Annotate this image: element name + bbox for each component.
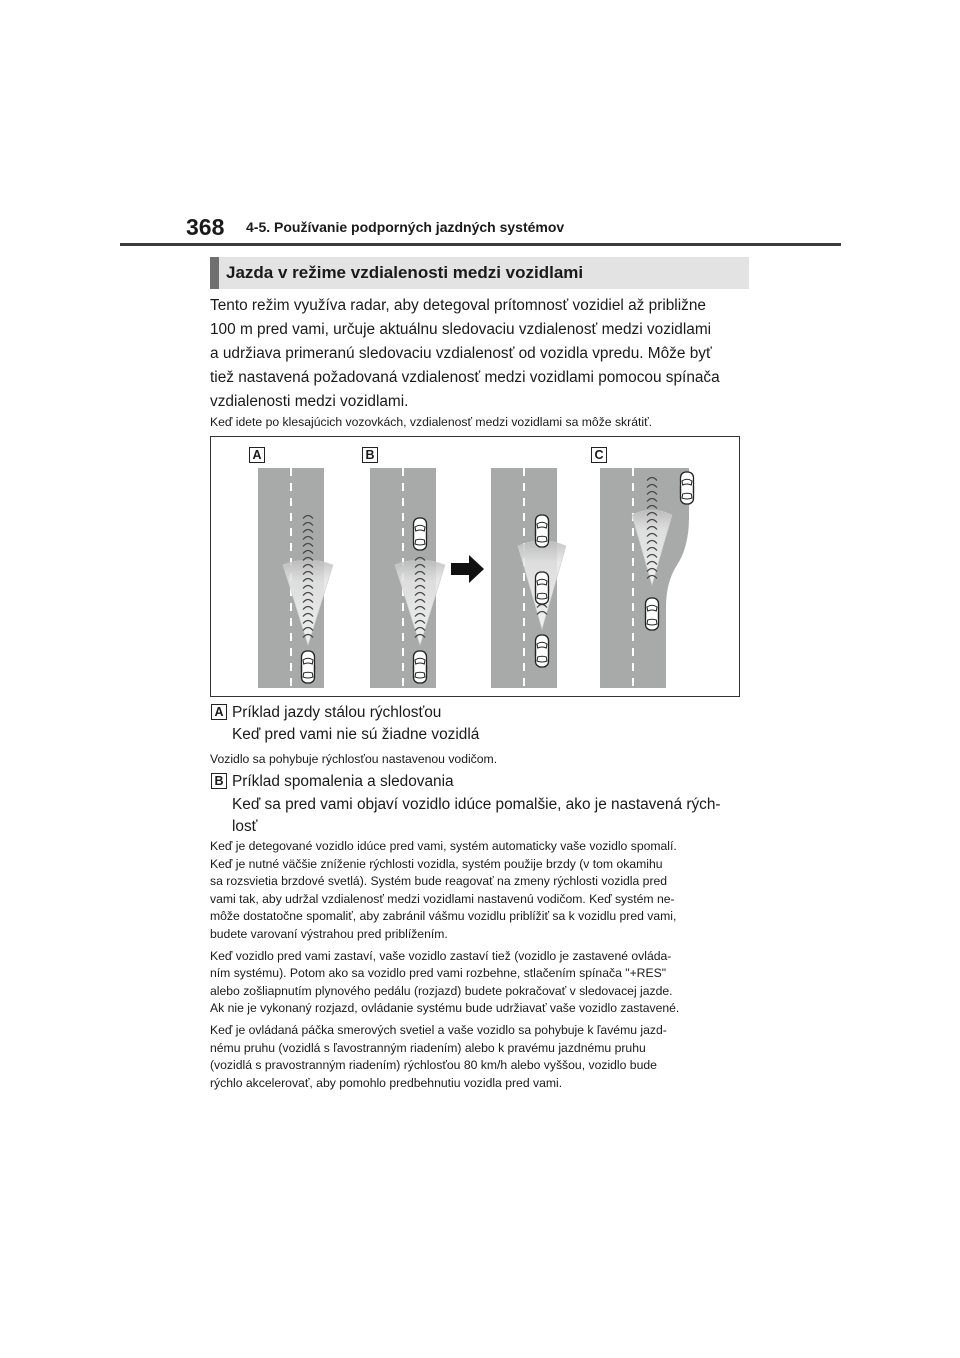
- own-car-b: [414, 651, 427, 683]
- panel-c: [600, 468, 712, 688]
- radar-cruise-illustration: [210, 436, 740, 697]
- own-car-c: [646, 598, 659, 630]
- own-car-b2: [536, 572, 549, 604]
- item-a-note: Vozidlo sa pohybuje rýchlosťou nastavenou vodičom.: [210, 752, 498, 766]
- body-line: nému pruhu (vozidlá s ľavostranným riadením) alebo k pravému jazdnému pruhu: [210, 1040, 646, 1055]
- body-line: ním systému). Potom ako sa vozidlo pred vami rozbehne, stlačením spínača "+RES": [210, 966, 667, 980]
- body-line: rýchlo akcelerovať, aby pomohlo predbehnutiu vozidla pred vami.: [210, 1075, 563, 1090]
- body-line: Keď je ovládaná páčka smerových svetiel a vaše vozidlo sa pohybuje k ľavému jazd-: [210, 1023, 667, 1037]
- body-line: Keď je nutné väčšie zníženie rýchlosti vozidla, systém použije brzdy (v tom okamihu: [210, 856, 663, 871]
- page-number: 368: [186, 214, 225, 240]
- lead-car-c: [681, 472, 694, 504]
- item-b-subtitle: Keď sa pred vami objaví vozidlo idúce pomalšie, ako je nastavená rých-: [232, 796, 721, 813]
- item-b-label: B: [211, 773, 227, 789]
- intro-paragraph: [210, 294, 755, 414]
- intro-line: 100 m pred vami, určuje aktuálnu sledovaciu vzdialenosť medzi vozidlami: [210, 321, 712, 338]
- item-b-title: Príklad spomalenia a sledovania: [232, 773, 454, 790]
- panel-b-following: [491, 468, 566, 688]
- body-paragraph: [210, 838, 750, 943]
- lead-car-b2: [536, 515, 549, 547]
- intro-line: Tento režim využíva radar, aby detegoval prítomnosť vozidiel až približne: [210, 297, 706, 314]
- item-b-subtitle: losť: [232, 818, 258, 835]
- lead-car-b: [414, 518, 427, 550]
- figure-label-c: C: [591, 447, 607, 463]
- intro-line: tiež nastavená požadovaná vzdialenosť medzi vozidlami pomocou spínača: [210, 369, 720, 386]
- item-a-subtitle: Keď pred vami nie sú žiadne vozidlá: [232, 726, 480, 743]
- item-a-label: A: [211, 704, 227, 720]
- body-line: sa rozsvietia brzdové svetlá). Systém bude reagovať na zmeny rýchlosti vozidla pred: [210, 874, 668, 888]
- item-a-title: Príklad jazdy stálou rýchlosťou: [232, 704, 442, 721]
- body-line: Keď vozidlo pred vami zastaví, vaše vozidlo zastaví tiež (vozidlo je zastavené ovláda-: [210, 948, 672, 963]
- body-line: vami tak, aby udržal vzdialenosť medzi vozidlami nastavenú vodičom. Keď systém ne-: [210, 891, 675, 906]
- panel-a: [258, 468, 333, 688]
- illustration-drawing: [211, 437, 739, 696]
- chapter-title: 4-5. Používanie podporných jazdných systémov: [246, 219, 565, 235]
- figure-label-a: A: [249, 447, 265, 463]
- body-line: (vozidlá s pravostranným riadením) rýchlosťou 80 km/h alebo vyššou, vozidlo bude: [210, 1058, 657, 1072]
- body-paragraph: [210, 1022, 750, 1092]
- body-line: budete varovaní výstrahou pred priblížením.: [210, 926, 448, 941]
- intro-line: a udržiava primeranú sledovaciu vzdialenosť od vozidla vpredu. Môže byť: [210, 345, 712, 362]
- body-line: Keď je detegované vozidlo idúce pred vami, systém automaticky vaše vozidlo spomalí.: [210, 839, 677, 853]
- figure-label-b: B: [362, 447, 378, 463]
- own-car-a: [302, 651, 315, 683]
- panel-b: [370, 468, 445, 688]
- body-line: alebo zošliapnutím plynového pedálu (rozjazd) budete pokračovať v sledovacej jazde.: [210, 983, 673, 998]
- section-heading: Jazda v režime vzdialenosti medzi vozidlami: [210, 257, 749, 289]
- intro-line: vzdialenosti medzi vozidlami.: [210, 393, 409, 410]
- body-paragraph: [210, 948, 750, 1018]
- body-line: Ak nie je vykonaný rozjazd, ovládanie systému bude udržiavať vaše vozidlo zastavené.: [210, 1001, 680, 1015]
- rear-car-b2: [536, 635, 549, 667]
- transition-arrow-icon: [451, 555, 484, 583]
- body-text: [210, 838, 750, 1097]
- downhill-note: Keď idete po klesajúcich vozovkách, vzdialenosť medzi vozidlami sa môže skrátiť.: [210, 415, 653, 429]
- header-rule: [120, 243, 841, 246]
- body-line: môže dostatočne spomaliť, aby zabránil vášmu vozidlu priblížiť sa k vozidlu pred vami,: [210, 909, 677, 923]
